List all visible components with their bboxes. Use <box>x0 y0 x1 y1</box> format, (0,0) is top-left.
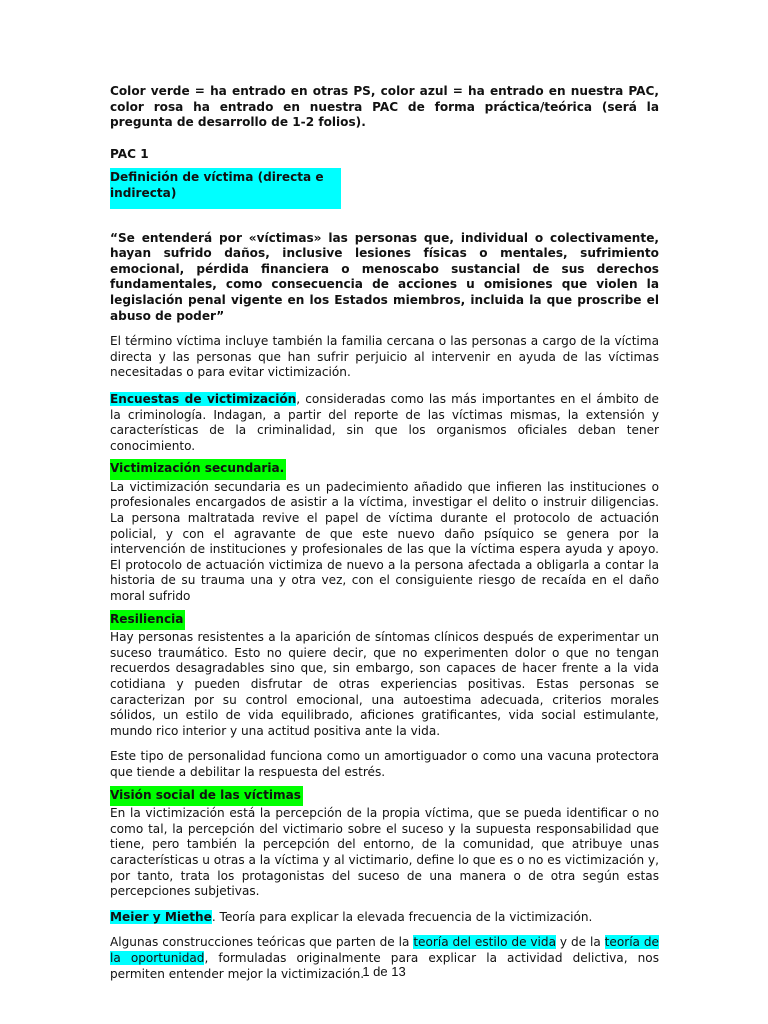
section-heading-definicion <box>110 168 659 208</box>
section-heading-secundaria <box>110 459 659 480</box>
pac-title: PAC 1 <box>110 146 149 161</box>
paragraph-encuestas <box>110 392 659 454</box>
highlight-meier-miethe: Meier y Miethe <box>110 909 212 924</box>
paragraph-resiliencia-1: Hay personas resistentes a la aparición de síntomas clínicos después de experimentar un suceso traumático. Esto no quiere decir, que no experimenten dolor o que no tengan recuerdos desagradables sino que, sin embargo, son capaces de hacer frente a la vida cotidiana y pueden disfrutar de otras experiencias positivas. Estas personas se caracterizan por su control emocional, una autoestima adecuada, criterios morales sólidos, un estilo de vida equilibrado, aficiones gratificantes, vida social estimulante, mundo rico interior y una actitud positiva ante la vida. <box>110 630 659 738</box>
page-number-footer: 1 de 13 <box>362 964 406 979</box>
intro-note: Color verde = ha entrado en otras PS, color azul = ha entrado en nuestra PAC, color rosa ha entrado en nuestra PAC de forma práctica/teórica (será la pregunta de desarrollo de 1-2 folios). <box>110 84 659 130</box>
paragraph-resiliencia-2: Este tipo de personalidad funciona como un amortiguador o como una vacuna protectora que tiende a debilitar la respuesta del estrés. <box>110 749 659 779</box>
teorias-text-a: Algunas construcciones teóricas que parten de la <box>110 935 414 950</box>
paragraph-meier <box>110 910 659 926</box>
paragraph-victima: El término víctima incluye también la familia cercana o las personas a cargo de la víctima directa y las personas que han sufrir perjuicio al intervenir en ayuda de las víctimas necesitadas o para evitar victimización. <box>110 334 659 380</box>
heading-vision-social: Visión social de las víctimas <box>110 786 303 807</box>
paragraph-secundaria: La victimización secundaria es un padecimiento añadido que infieren las instituciones o profesionales encargados de asistir a la víctima, investigar el delito o instruir diligencias. La persona maltratada revive el papel de víctima durante el protocolo de actuación policial, y con el agravante de que este nuevo daño psíquico se genera por la intervención de instituciones y profesionales de las que la víctima espera ayuda y apoyo. El protocolo de actuación victimiza de nuevo a la persona afectada a obligarla a contar la historia de su trauma una y otra vez, con el consiguiente riesgo de recaída en el daño moral sufrido <box>110 479 659 604</box>
heading-victimizacion-secundaria: Victimización secundaria. <box>110 459 286 480</box>
heading-resiliencia: Resiliencia <box>110 610 185 631</box>
teorias-text-b: y de la <box>556 935 605 950</box>
heading-definicion-victima: Definición de víctima (directa e indirecta) <box>110 168 341 208</box>
highlight-encuestas: Encuestas de victimización <box>110 391 297 406</box>
highlight-estilo-de-vida: teoría del estilo de vida <box>413 935 557 950</box>
meier-text: . Teoría para explicar la elevada frecuencia de la victimización. <box>211 909 593 924</box>
teorias-text-c: , formuladas originalmente para explicar la actividad delictiva, nos permiten entender mejor la victimización. <box>110 950 659 981</box>
encuestas-text: , consideradas como las más importantes en el ámbito de la criminología. Indagan, a partir del reporte de las víctimas mismas, la extensión y características de la criminalidad, sin que los organismos oficiales deban tener conocimiento. <box>110 391 659 453</box>
highlight-oportunidad: teoría de la oportunidad <box>110 935 659 965</box>
document-page <box>110 84 659 982</box>
definition-quote: “Se entenderá por «víctimas» las personas que, individual o colectivamente, hayan sufrido daños, inclusive lesiones físicas o mentales, sufrimiento emocional, pérdida financiera o menoscabo sustancial de sus derechos fundamentales, como consecuencia de acciones u omisiones que violen la legislación penal vigente en los Estados miembros, incluida la que proscribe el abuso de poder” <box>110 230 659 323</box>
section-heading-vision <box>110 786 659 807</box>
section-heading-resiliencia <box>110 610 659 631</box>
paragraph-vision: En la victimización está la percepción de la propia víctima, que se pueda identificar o no como tal, la percepción del victimario sobre el suceso y la supuesta responsabilidad que tiene, pero también la percepción del entorno, de la comunidad, que atribuye unas características u otras a la víctima y al victimario, define lo que es o no es victimización y, por tanto, trata los protagonistas del suceso de una manera o de otra según estas percepciones subjetivas. <box>110 806 659 899</box>
